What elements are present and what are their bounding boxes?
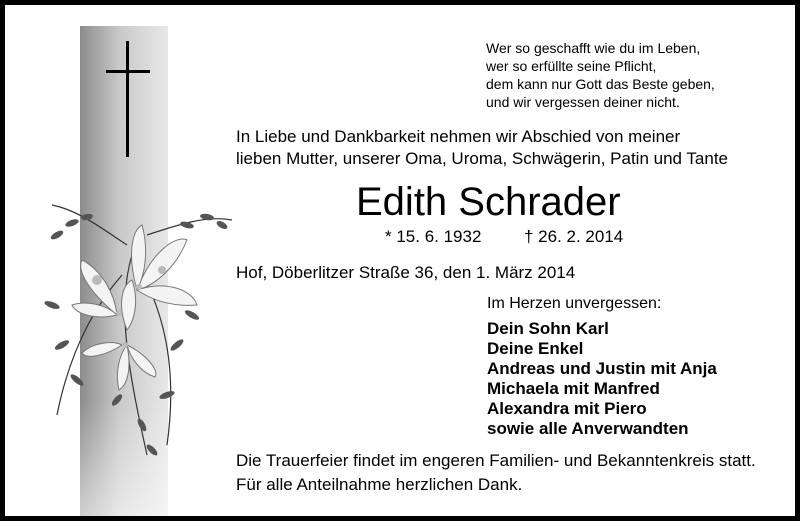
mourner-name: Deine Enkel xyxy=(487,339,584,358)
footer-line: Die Trauerfeier findet im engeren Familien- und Bekanntenkreis statt. xyxy=(236,451,756,470)
mourners-list xyxy=(487,319,717,439)
mourner-name: Andreas und Justin mit Anja xyxy=(487,359,717,378)
intro-line: In Liebe und Dankbarkeit nehmen wir Abschied von meiner xyxy=(236,127,681,146)
birth-date: * 15. 6. 1932 xyxy=(385,227,482,246)
poem-line: dem kann nur Gott das Beste geben, xyxy=(486,76,715,92)
footer-line: Für alle Anteilnahme herzlichen Dank. xyxy=(236,475,523,494)
lily-bouquet-icon xyxy=(27,195,237,465)
cross-icon xyxy=(106,41,150,157)
deceased-name: Edith Schrader xyxy=(356,180,621,224)
death-date: † 26. 2. 2014 xyxy=(524,227,624,246)
mourner-name: Dein Sohn Karl xyxy=(487,319,609,338)
mourners-heading: Im Herzen unvergessen: xyxy=(487,295,662,312)
poem-line: und wir vergessen deiner nicht. xyxy=(486,94,680,110)
mourner-name: sowie alle Anverwandten xyxy=(487,419,689,438)
poem-line: wer so erfüllte seine Pflicht, xyxy=(486,58,657,74)
mourner-name: Alexandra mit Piero xyxy=(487,399,647,418)
footer-notice xyxy=(236,449,756,497)
place-and-date: Hof, Döberlitzer Straße 36, den 1. März 2014 xyxy=(236,263,576,282)
intro-line: lieben Mutter, unserer Oma, Uroma, Schwägerin, Patin und Tante xyxy=(236,149,728,168)
mourner-name: Michaela mit Manfred xyxy=(487,379,660,398)
poem xyxy=(486,39,715,111)
poem-line: Wer so geschafft wie du im Leben, xyxy=(486,40,701,56)
farewell-intro xyxy=(236,126,728,170)
